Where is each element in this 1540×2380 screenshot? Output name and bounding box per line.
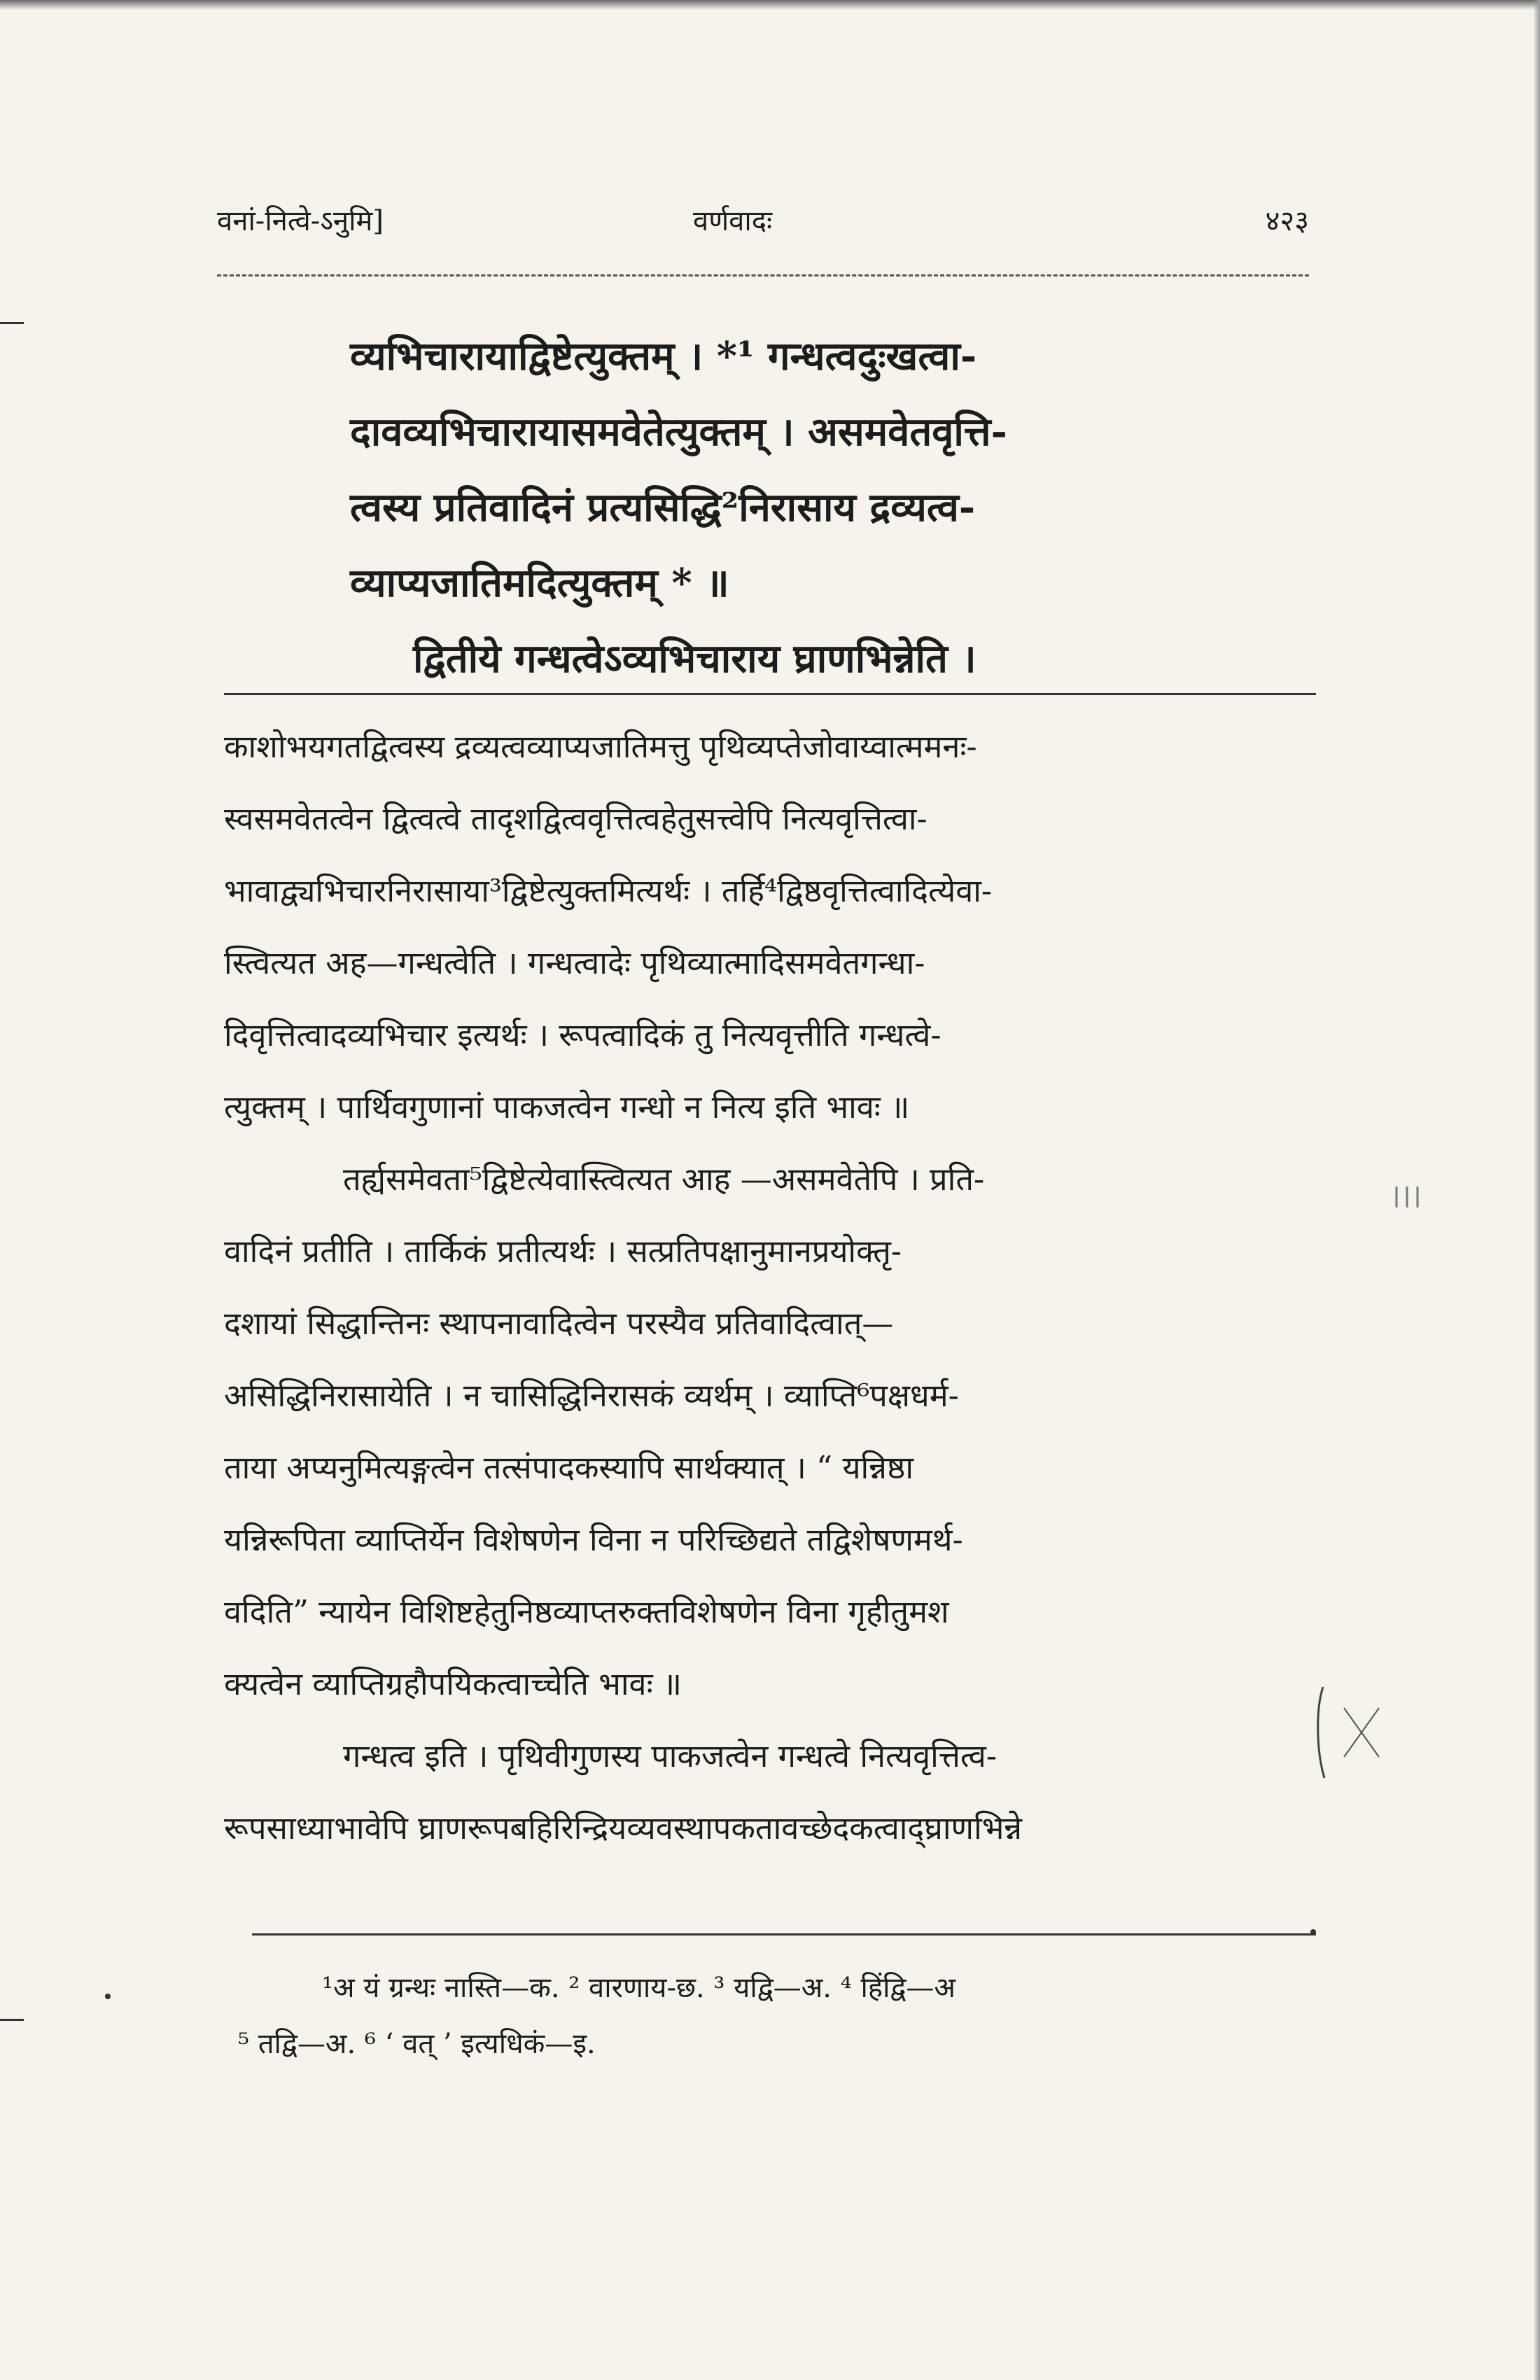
commentary-line: स्वसमवेतत्वेन द्वित्वत्वे तादृशद्वित्ववृत्तित्वहेतुसत्त्वेपि नित्यवृत्तित्वा-: [224, 800, 927, 837]
mula-divider: [224, 693, 1316, 695]
commentary-line: असिद्धिनिरासायेति । न चासिद्धिनिरासकं व्यर्थम् । व्याप्ति⁶पक्षधर्म-: [224, 1377, 959, 1414]
mula-line: व्यभिचारायाद्विष्टेत्युक्तम् । *¹ गन्धत्वदुःखत्वा-: [350, 333, 977, 379]
scan-right-edge: [1533, 0, 1540, 2380]
ink-dot: [1310, 1929, 1316, 1935]
mula-line: व्याप्यजातिमदित्युक्तम् * ॥: [350, 560, 729, 606]
ink-dot: [105, 1994, 111, 1999]
commentary-line: गन्धत्व इति । पृथिवीगुणस्य पाकजत्वेन गन्धत्वे नित्यवृत्तित्व-: [343, 1737, 997, 1774]
footnote-line: ¹अ यं ग्रन्थः नास्ति—क. ² वारणाय-छ. ³ यद्वि—अ. ⁴ हिंद्वि—अ: [322, 1972, 955, 2004]
header-title: वर्णवादः: [693, 205, 773, 237]
mula-line: त्वस्य प्रतिवादिनं प्रत्यसिद्धि²निरासाय द्रव्यत्व-: [350, 484, 976, 531]
commentary-line: तर्ह्यसमेवता⁵द्विष्टेत्येवास्त्वित्यत आह —असमवेतेपि । प्रति-: [343, 1161, 985, 1198]
mula-text: [350, 318, 1239, 696]
commentary-line: वादिनं प्रतीति । तार्किकं प्रतीत्यर्थः । सत्प्रतिपक्षानुमानप्रयोक्तृ-: [224, 1233, 902, 1270]
commentary-line: स्त्वित्यत अह—गन्धत्वेति । गन्धत्वादेः पृथिव्यात्मादिसमवेतगन्धा-: [224, 944, 925, 981]
margin-tick: [0, 322, 24, 324]
page-number: ४२३: [1265, 205, 1309, 237]
commentary-line: यन्निरूपिता व्याप्तिर्येन विशेषणेन विना न परिच्छिद्यते तद्विशेषणमर्थ-: [224, 1521, 963, 1558]
footnotes: [238, 1960, 1330, 2072]
header-rule: [217, 274, 1309, 276]
footnote-divider: [252, 1933, 1316, 1935]
commentary-line: ताया अप्यनुमित्यङ्गत्वेन तत्संपादकस्यापि सार्थक्यात् । “ यन्निष्ठा: [224, 1449, 914, 1486]
mula-line: दावव्यभिचारायासमवेतेत्युक्तम् । असमवेतवृत्ति-: [350, 409, 1007, 455]
commentary-line: काशोभयगतद्वित्वस्य द्रव्यत्वव्याप्यजातिमत्तु पृथिव्यप्तेजोवाय्वात्ममनः-: [224, 728, 977, 765]
scan-top-shadow: [0, 0, 1540, 10]
header-section: वनां-नित्वे-ऽनुमि]: [217, 205, 384, 237]
commentary-line: रूपसाध्याभावेपि घ्राणरूपबहिरिन्द्रियव्यवस्थापकतावच्छेदकत्वाद्घ्राणभिन्ने: [224, 1809, 1023, 1847]
commentary-line: दिवृत्तित्वादव्यभिचार इत्यर्थः । रूपत्वादिकं तु नित्यवृत्तीति गन्धत्वे-: [224, 1016, 941, 1054]
mula-line: द्वितीये गन्धत्वेऽव्यभिचाराय घ्राणभिन्नेति ।: [413, 636, 976, 682]
margin-bracket-mark: [1393, 1183, 1442, 1211]
commentary-line: भावाद्व्यभिचारनिरासाया³द्विष्टेत्युक्तमित्यर्थः । तर्हि⁴द्विष्ठवृत्तित्वादित्येवा-: [224, 872, 993, 909]
commentary-text: [224, 710, 1316, 1864]
commentary-line: दशायां सिद्धान्तिनः स्थापनावादित्वेन परस्यैव प्रतिवादित्वात्—: [224, 1305, 894, 1342]
commentary-line: वदिति” न्यायेन विशिष्टहेतुनिष्ठव्याप्तरुक्तविशेषणेन विना गृहीतुमश: [224, 1593, 949, 1630]
margin-tick: [0, 2019, 24, 2021]
footnote-line: ⁵ तद्वि—अ. ⁶ ‘ वत् ’ इत्यधिकं—इ.: [238, 2028, 596, 2060]
commentary-line: क्यत्वेन व्याप्तिग्रहौपयिकत्वाच्चेति भावः ॥: [224, 1665, 682, 1702]
commentary-line: त्युक्तम् । पार्थिवगुणानां पाकजत्वेन गन्धो न नित्य इति भावः ॥: [224, 1088, 910, 1126]
margin-pencil-mark: [1309, 1680, 1407, 1785]
running-header: [217, 200, 1309, 242]
